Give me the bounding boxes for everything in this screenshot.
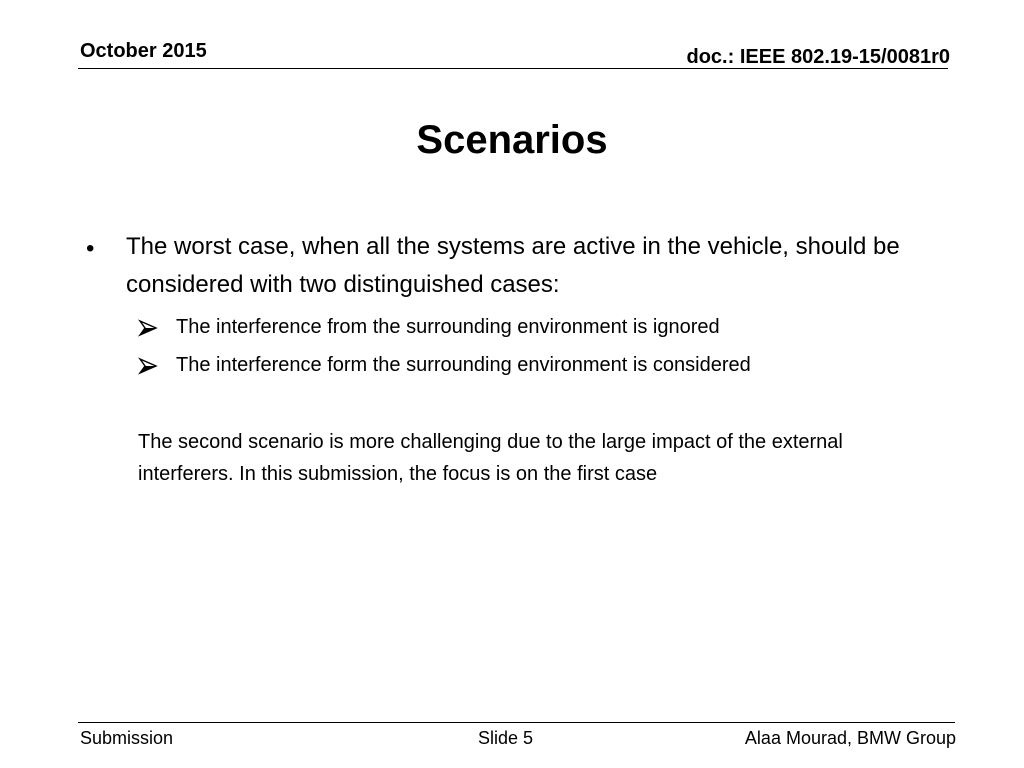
header-doc-id: doc.: IEEE 802.19-15/0081r0 xyxy=(686,46,950,68)
sub-bullet-item xyxy=(138,312,958,350)
footer-submission: Submission xyxy=(80,728,174,748)
body-paragraph: The second scenario is more challenging due to the large impact of the external interferers. In this submission, the focus is on the first case xyxy=(138,431,843,485)
header-divider xyxy=(78,68,948,69)
main-bullet-text: The worst case, when all the systems are active in the vehicle, should be considered with two distinguished cases: xyxy=(126,233,900,298)
sub-bullet-text: The interference form the surrounding environment is considered xyxy=(176,354,751,376)
footer-slide-number: Slide 5 xyxy=(478,728,534,748)
main-bullet xyxy=(86,228,946,304)
footer-author: Alaa Mourad, BMW Group xyxy=(744,728,956,748)
slide-title: Scenarios xyxy=(416,118,608,162)
sub-bullet-list xyxy=(138,312,958,388)
bullet-dot-icon: • xyxy=(86,235,95,262)
footer-divider xyxy=(78,722,955,723)
arrow-checkmark-icon xyxy=(138,356,158,376)
sub-bullet-text: The interference from the surrounding environment is ignored xyxy=(176,316,720,338)
header-date: October 2015 xyxy=(80,40,207,62)
sub-bullet-item xyxy=(138,350,958,388)
arrow-checkmark-icon xyxy=(138,318,158,338)
